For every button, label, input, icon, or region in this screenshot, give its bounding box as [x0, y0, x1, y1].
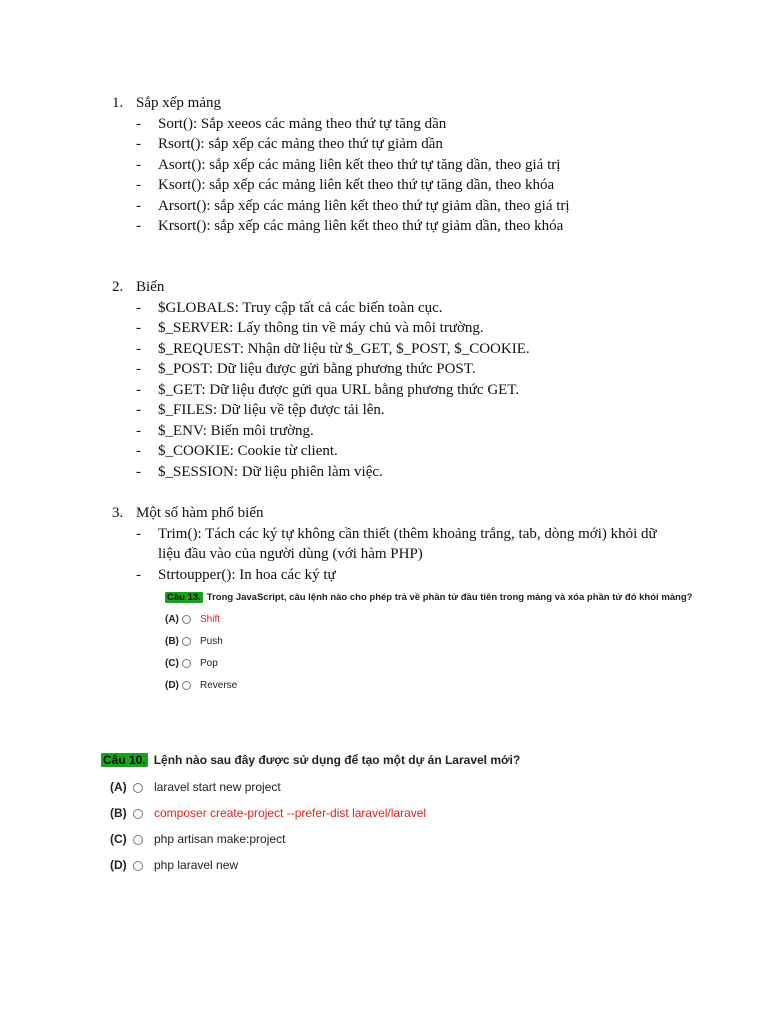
- answer-option-c[interactable]: [165, 658, 218, 669]
- answer-option-b[interactable]: [110, 806, 426, 820]
- option-text: php laravel new: [154, 858, 239, 872]
- radio-circle-icon[interactable]: [133, 809, 143, 819]
- option-label: (B): [165, 636, 179, 647]
- radio-circle-icon[interactable]: [133, 835, 143, 845]
- option-text: php artisan make:project: [154, 832, 286, 846]
- question-text: Lệnh nào sau đây được sử dụng để tạo một dự án Laravel mới?: [153, 753, 521, 767]
- answer-option-a[interactable]: [110, 780, 281, 794]
- section-title: Biến: [136, 279, 165, 295]
- answer-option-a[interactable]: [165, 614, 220, 625]
- option-label: (B): [110, 806, 127, 820]
- radio-circle-icon[interactable]: [182, 659, 191, 668]
- radio-circle-icon[interactable]: [182, 681, 191, 690]
- radio-circle-icon[interactable]: [133, 861, 143, 871]
- section-title: Một số hàm phổ biến: [136, 505, 264, 521]
- option-text: Pop: [200, 658, 218, 669]
- option-text: composer create-project --prefer-dist laravel/laravel: [154, 806, 427, 820]
- option-label: (C): [110, 832, 127, 846]
- section-number: 3.: [112, 505, 124, 521]
- question-header: [101, 753, 520, 767]
- option-label: (D): [165, 680, 179, 691]
- option-text: Push: [200, 636, 223, 647]
- answer-option-d[interactable]: [165, 680, 237, 691]
- radio-circle-icon[interactable]: [182, 637, 191, 646]
- section-number: 1.: [112, 95, 124, 111]
- option-label: (D): [110, 858, 127, 872]
- question-text: Trong JavaScript, câu lệnh nào cho phép trả về phần tử đầu tiên trong mảng và xóa phần tử đó khỏi mảng?: [206, 592, 693, 603]
- section-number: 2.: [112, 279, 124, 295]
- document-page: 1. Sắp xếp mảng - Sort(): Sắp xeeos các mảng theo thứ tự tăng dần - Rsort(): sắp xếp các mảng theo thứ tự giảm dần - Asort(): sắp xếp các mảng liên kết theo thứ tự tăng dần, theo giá trị - Ksort(): sắp xếp các mảng liên kết theo thứ tự tăng dần, theo khóa - Arsort(): sắp xếp các mảng liên kết theo thứ tự giảm dần, theo giá trị - Krsort(): sắp xếp các mảng liên kết theo thứ tự giảm dần, theo khóa 2. Biến - $GLOBALS: Truy cập tất cả các biến toàn cục. - $_SERVER: Lấy thông tin về máy chủ và môi trường. - $_REQUEST: Nhận dữ liệu từ $_GET, $_POST, $_COOKIE. - $_POST: Dữ liệu được gửi bằng phương thức POST. - $_GET: Dữ liệu được gửi qua URL bằng phương thức GET. - $_FILES: Dữ liệu về tệp được tải lên. - $_ENV: Biến môi trường. - $_COOKIE: Cookie từ client. - $_SESSION: Dữ liệu phiên làm việc. 3. Một số hàm phổ biến - Trim(): Tách các ký tự không cần thiết (thêm khoảng trắng, tab, dòng mới) khỏi dữ liệu đầu vào của người dùng (với hàm PHP) - Strtoupper(): In hoa các ký tự Câu 13. Trong JavaScript, câu lệnh nào cho phép trả về phần tử đầu tiên trong mảng và xóa phần tử đó khỏi mảng? (A) Shift (B) Push (C) Pop (D) Reverse Câu 10. Lệnh nào sau đây được sử dụng để tạo một dự án Laravel mới? (A) laravel start new project (B) composer create-project --prefer-dist laravel/laravel (C) php artisan make:project (D) php laravel new: [103, 95, 693, 872]
- question-number-tag: Câu 13.: [167, 592, 201, 603]
- answer-option-b[interactable]: [165, 636, 223, 647]
- option-label: (C): [165, 658, 179, 669]
- option-label: (A): [110, 780, 127, 794]
- section-title: Sắp xếp mảng: [136, 95, 221, 111]
- option-text: Reverse: [200, 680, 238, 691]
- question-header: [165, 592, 692, 603]
- option-text: Shift: [200, 614, 221, 625]
- answer-option-c[interactable]: [110, 832, 285, 846]
- option-text: laravel start new project: [154, 780, 281, 794]
- answer-option-d[interactable]: [110, 858, 238, 872]
- question-number-tag: Câu 10.: [103, 753, 146, 767]
- radio-circle-icon[interactable]: [133, 783, 143, 793]
- option-label: (A): [165, 614, 179, 625]
- radio-circle-icon[interactable]: [182, 615, 191, 624]
